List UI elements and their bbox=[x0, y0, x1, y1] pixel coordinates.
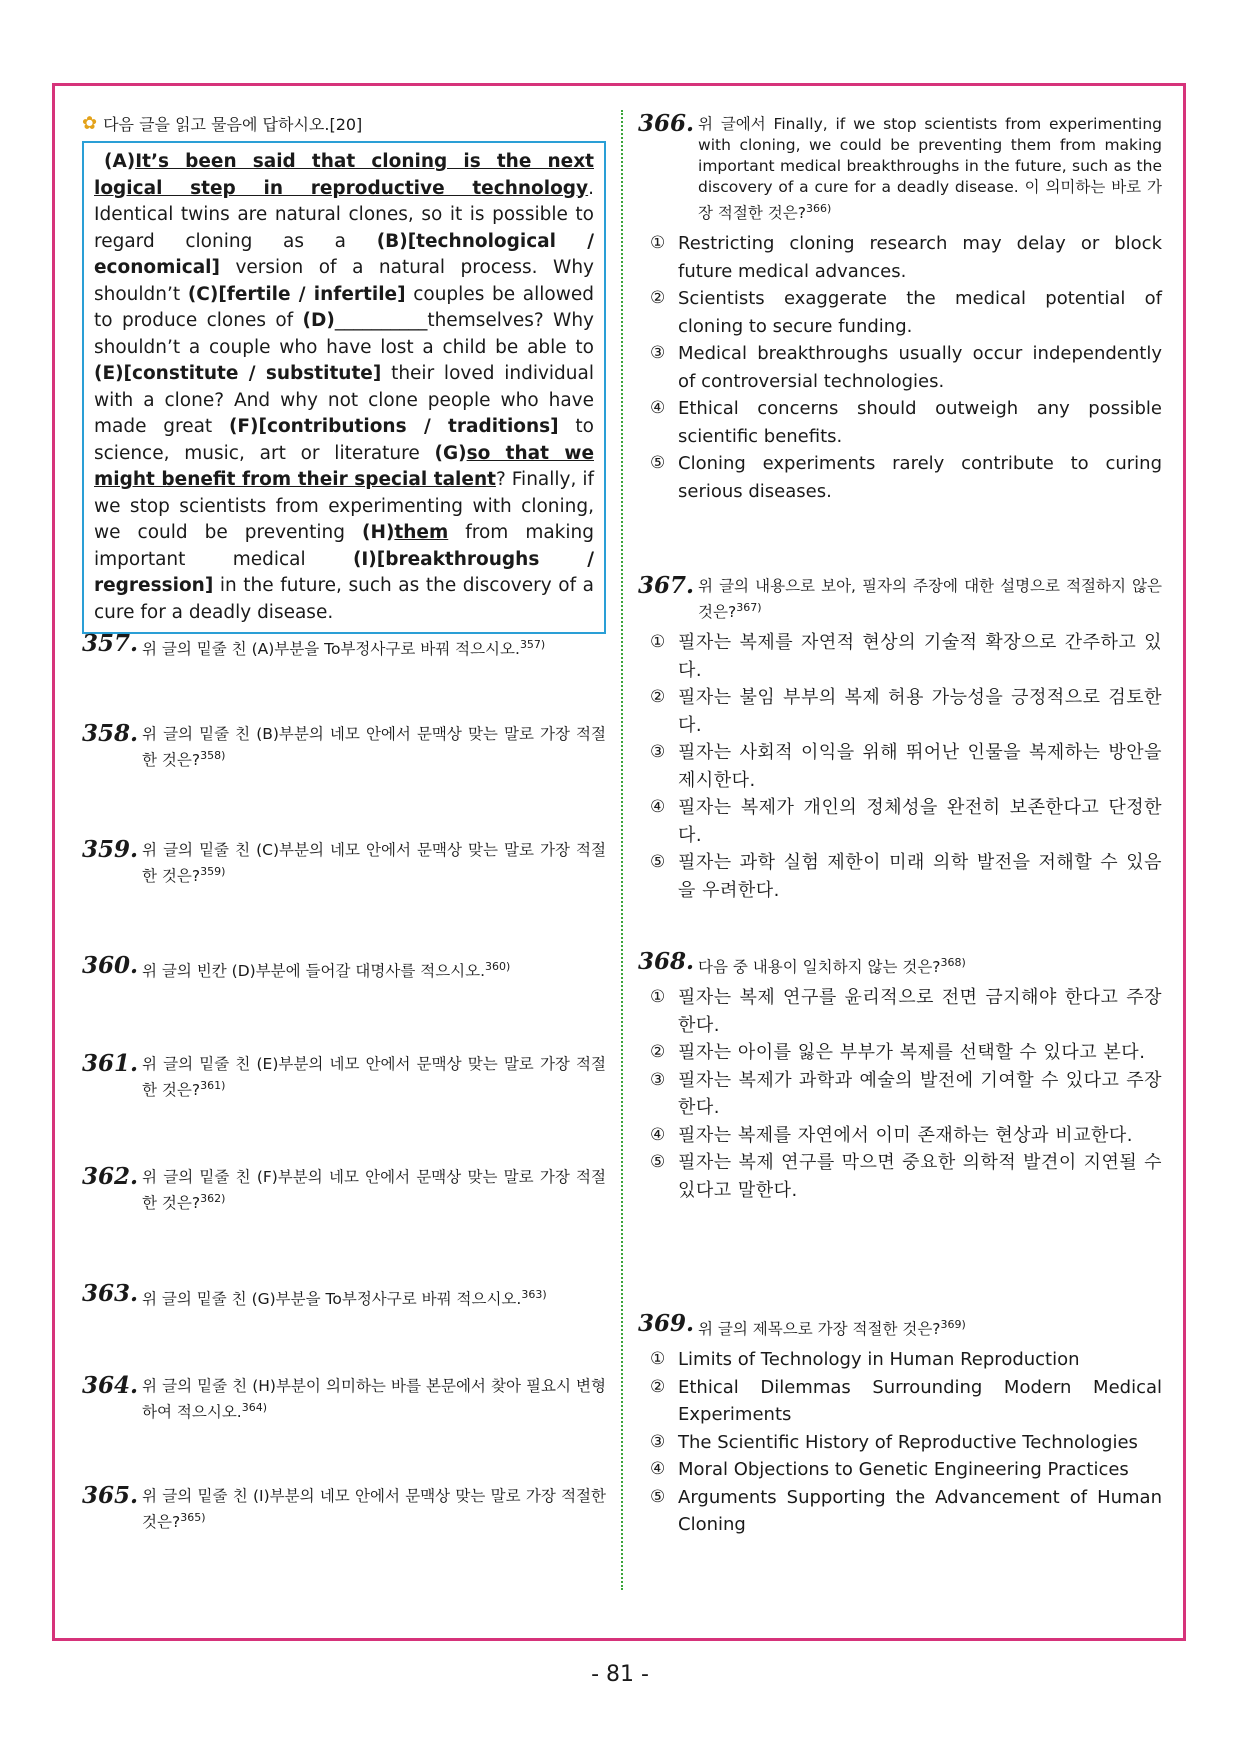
option-369-4[interactable]: ④ Moral Objections to Genetic Engineering Practices bbox=[650, 1459, 1129, 1481]
option-368-4[interactable]: ④ 필자는 복제를 자연에서 이미 존재하는 현상과 비교한다. bbox=[650, 1124, 1133, 1146]
option-368-1[interactable]: ① 필자는 복제 연구를 윤리적으로 전면 금지해야 한다고 주장한다. bbox=[650, 987, 1162, 1036]
option-366-4[interactable]: ④ Ethical concerns should outweigh any possible scientific benefits. bbox=[650, 398, 1162, 447]
option-366-2[interactable]: ② Scientists exaggerate the medical potential of cloning to secure funding. bbox=[650, 288, 1162, 337]
passage-e-choice: (E)[constitute / substitute] bbox=[94, 363, 382, 384]
question-361: 361. 위 글의 밑줄 친 (E)부분의 네모 안에서 문맥상 맞는 말로 가장 적절한 것은?$^{361)}$ bbox=[82, 1050, 606, 1100]
question-366-options bbox=[650, 230, 1162, 505]
question-364: 364. 위 글의 밑줄 친 (H)부분이 의미하는 바를 본문에서 찾아 필요시 변형하여 적으시오.$^{364)}$ bbox=[82, 1372, 606, 1422]
question-368-options bbox=[650, 984, 1162, 1204]
option-366-3[interactable]: ③ Medical breakthroughs usually occur independently of controversial technologies. bbox=[650, 343, 1162, 392]
option-367-2[interactable]: ② 필자는 불임 부부의 복제 허용 가능성을 긍정적으로 검토한다. bbox=[650, 687, 1162, 736]
question-367: 367. 위 글의 내용으로 보아, 필자의 주장에 대한 설명으로 적절하지 않은 것은?$^{367)}$ bbox=[638, 572, 1162, 622]
question-365: 365. 위 글의 밑줄 친 (I)부분의 네모 안에서 문맥상 맞는 말로 가장 적절한 것은?$^{365)}$ bbox=[82, 1482, 606, 1532]
passage-i-choice: (I)[breakthroughs / regression] bbox=[94, 548, 594, 596]
passage-g-underline: so that we might benefit from their special talent bbox=[94, 442, 594, 490]
option-368-5[interactable]: ⑤ 필자는 복제 연구를 막으면 중요한 의학적 발견이 지연될 수 있다고 말한다. bbox=[650, 1152, 1162, 1201]
passage-f-choice: (F)[contributions / traditions] bbox=[228, 416, 559, 437]
question-359: 359. 위 글의 밑줄 친 (C)부분의 네모 안에서 문맥상 맞는 말로 가장 적절한 것은?$^{359)}$ bbox=[82, 836, 606, 886]
question-357: 357. 위 글의 밑줄 친 (A)부분을 To부정사구로 바꿔 적으시오.$^{357)}$ bbox=[82, 630, 546, 659]
option-367-4[interactable]: ④ 필자는 복제가 개인의 정체성을 완전히 보존한다고 단정한다. bbox=[650, 797, 1162, 846]
passage-h-underline: them bbox=[394, 522, 449, 543]
flower-icon: ✿ bbox=[82, 113, 98, 134]
option-366-5[interactable]: ⑤ Cloning experiments rarely contribute to curing serious diseases. bbox=[650, 453, 1162, 502]
option-367-5[interactable]: ⑤ 필자는 과학 실험 제한이 미래 의학 발전을 저해할 수 있음을 우려한다. bbox=[650, 852, 1162, 901]
column-divider bbox=[621, 110, 623, 1590]
option-369-1[interactable]: ① Limits of Technology in Human Reproduction bbox=[650, 1349, 1080, 1371]
page-number: - 81 - bbox=[591, 1662, 649, 1687]
option-369-2[interactable]: ② Ethical Dilemmas Surrounding Modern Medical Experiments bbox=[650, 1376, 1162, 1426]
question-369-block bbox=[638, 1312, 1162, 1539]
option-366-1[interactable]: ① Restricting cloning research may delay or block future medical advances. bbox=[650, 233, 1162, 282]
passage-g-label: (G) bbox=[434, 442, 467, 464]
question-366-block bbox=[638, 112, 1162, 505]
passage-d-label: (D) bbox=[302, 310, 335, 331]
question-369: 369. 위 글의 제목으로 가장 적절한 것은?$^{369)}$ bbox=[638, 1310, 966, 1339]
instruction: ✿ 다음 글을 읽고 물음에 답하시오.[20] bbox=[82, 113, 363, 134]
option-367-1[interactable]: ① 필자는 복제를 자연적 현상의 기술적 확장으로 간주하고 있다. bbox=[650, 632, 1162, 681]
passage-a-underline: It’s been said that cloning is the next logical step in reproductive technology bbox=[94, 151, 594, 199]
passage-c-choice: (C)[fertile / infertile] bbox=[187, 283, 406, 305]
question-369-options bbox=[650, 1346, 1162, 1539]
option-368-2[interactable]: ② 필자는 아이를 잃은 부부가 복제를 선택할 수 있다고 본다. bbox=[650, 1042, 1146, 1064]
option-368-3[interactable]: ③ 필자는 복제가 과학과 예술의 발전에 기여할 수 있다고 주장한다. bbox=[650, 1069, 1162, 1119]
passage-d-blank: __________ bbox=[334, 310, 428, 331]
option-367-3[interactable]: ③ 필자는 사회적 이익을 위해 뛰어난 인물을 복제하는 방안을 제시한다. bbox=[650, 742, 1162, 791]
question-363: 363. 위 글의 밑줄 친 (G)부분을 To부정사구로 바꿔 적으시오.$^{363)}$ bbox=[82, 1280, 547, 1309]
passage-box: (A)It’s been said that cloning is the next logical step in reproductive technology. Identical twins are natural clones, so it is possible to regard cloning as a (B)[technological / economical] version of a natural process. Why shouldn’t (C)[fertile / infertile] couples be allowed to produce clones of (D)__________themselves? Why shouldn’t a couple who have lost a child be able to (E)[constitute / substitute] their loved individual with a clone? And why not clone people who have made great (F)[contributions / traditions] to science, music, art or literature (G)so that we might benefit from their special talent? Finally, if we stop scientists from experimenting with cloning, we could be preventing (H)them from making important medical (I)[breakthroughs / regression] in the future, such as the discovery of a cure for a deadly disease. bbox=[82, 141, 606, 634]
passage-a-label: (A) bbox=[104, 151, 136, 172]
left-column bbox=[82, 112, 606, 1532]
option-369-5[interactable]: ⑤ Arguments Supporting the Advancement of Human Cloning bbox=[650, 1486, 1162, 1536]
question-362: 362. 위 글의 밑줄 친 (F)부분의 네모 안에서 문맥상 맞는 말로 가장 적절한 것은?$^{362)}$ bbox=[82, 1163, 606, 1213]
question-366: 366. 위 글에서 Finally, if we stop scientists from experimenting with cloning, we could be preventing them from making important medical breakthroughs in the future, such as the discovery of a cure for a deadly disease. 이 의미하는 바로 가장 적절한 것은?$^{366)}$ bbox=[638, 110, 1162, 223]
question-368: 368. 다음 중 내용이 일치하지 않는 것은?$^{368)}$ bbox=[638, 948, 966, 977]
question-367-options bbox=[650, 629, 1162, 904]
question-360: 360. 위 글의 빈칸 (D)부분에 들어갈 대명사를 적으시오.$^{360)}$ bbox=[82, 952, 511, 981]
passage-h-label: (H) bbox=[362, 522, 395, 543]
question-367-block bbox=[638, 574, 1162, 904]
option-369-3[interactable]: ③ The Scientific History of Reproductive Technologies bbox=[650, 1431, 1138, 1453]
question-358: 358. 위 글의 밑줄 친 (B)부분의 네모 안에서 문맥상 맞는 말로 가장 적절한 것은?$^{358)}$ bbox=[82, 720, 606, 770]
question-368-block bbox=[638, 950, 1162, 1204]
passage-b-choice: (B)[technological / economical] bbox=[94, 230, 595, 278]
